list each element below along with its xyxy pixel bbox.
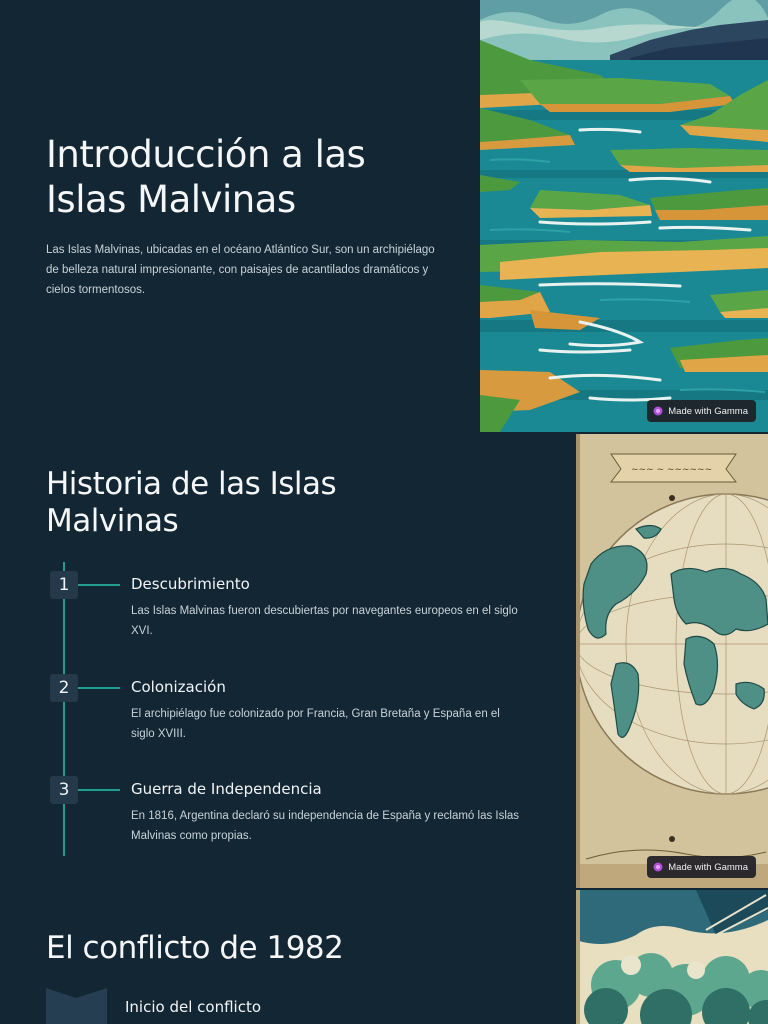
bookmark-icon [46,988,107,1024]
timeline-line [63,562,65,856]
storm-sky-illustration [576,890,768,1024]
timeline-number: 2 [50,674,78,702]
timeline-text: En 1816, Argentina declaró su independencia de España y reclamó las Islas Malvinas como propias. [131,810,520,842]
slide-title: Introducción a las Islas Malvinas [46,133,366,221]
slide-conflicto [0,888,768,1024]
timeline-heading: Colonización [131,678,226,696]
timeline-connector [78,584,120,586]
slide-introduccion [0,0,768,432]
badge-label: Made with Gamma [668,861,748,873]
coastal-islands-illustration [480,0,768,432]
timeline-text: Las Islas Malvinas fueron descubiertas por navegantes europeos en el siglo XVI. [131,605,518,637]
gamma-icon [653,406,663,416]
vintage-world-map-illustration [576,434,768,888]
timeline-heading: Descubrimiento [131,575,250,593]
conflict-item-heading: Inicio del conflicto [125,998,261,1016]
badge-label: Made with Gamma [668,405,748,417]
timeline-number: 3 [50,776,78,804]
slide-title: Historia de las Islas Malvinas [46,466,337,539]
storm-sky-image [576,890,768,1024]
made-with-gamma-badge[interactable] [647,400,756,422]
coastal-islands-image [480,0,768,432]
slide-title: El conflicto de 1982 [46,930,344,966]
slide-body-text: Las Islas Malvinas, ubicadas en el océano Atlántico Sur, son un archipiélago de belleza natural impresionante, con paisajes de acantilados dramáticos y cielos tormentosos. [46,244,435,296]
timeline-connector [78,789,120,791]
made-with-gamma-badge[interactable] [647,856,756,878]
timeline-text: El archipiélago fue colonizado por Francia, Gran Bretaña y España en el siglo XVIII. [131,708,500,740]
timeline-number: 1 [50,571,78,599]
slide-historia [0,432,768,888]
timeline-connector [78,687,120,689]
gamma-icon [653,862,663,872]
timeline-heading: Guerra de Independencia [131,780,322,798]
world-map-image [576,434,768,888]
svg-text:~~~ ~ ~~~~~~: ~~~ ~ ~~~~~~ [631,465,713,475]
